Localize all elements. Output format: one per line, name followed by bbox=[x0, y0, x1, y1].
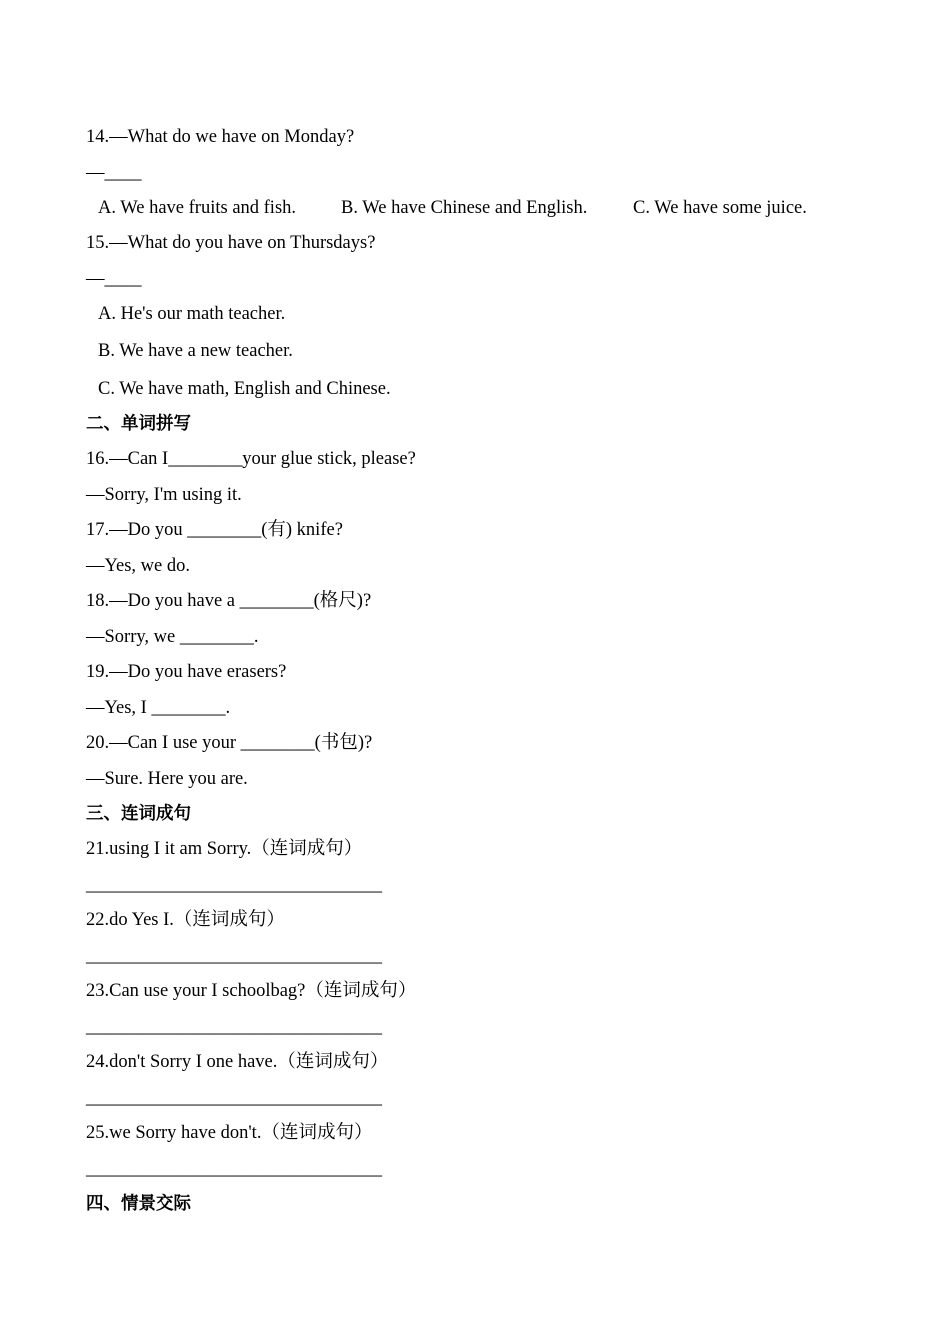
section-3-question-21: 21.using I it am Sorry.（连词成句） bbox=[86, 839, 363, 859]
section-2-line-9: 20.—Can I use your ________(书包)? bbox=[86, 733, 373, 753]
option-15-c: C. We have math, English and Chinese. bbox=[98, 379, 391, 399]
answer-blank-23: ________________________________ bbox=[86, 1017, 382, 1037]
answer-blank-22: ________________________________ bbox=[86, 946, 382, 966]
section-2-line-10: —Sure. Here you are. bbox=[86, 769, 248, 789]
section-2-line-2: —Sorry, I'm using it. bbox=[86, 485, 242, 505]
section-2-line-5: 18.—Do you have a ________(格尺)? bbox=[86, 591, 372, 611]
section-2-line-3: 17.—Do you ________(有) knife? bbox=[86, 520, 343, 540]
section-2-line-4: —Yes, we do. bbox=[86, 556, 190, 576]
question-14: 14.—What do we have on Monday? bbox=[86, 127, 355, 147]
section-3-question-23: 23.Can use your I schoolbag?（连词成句） bbox=[86, 981, 417, 1001]
answer-blank-21: ________________________________ bbox=[86, 875, 382, 895]
section-2-line-1: 16.—Can I________your glue stick, please? bbox=[86, 449, 416, 469]
section-2-line-6: —Sorry, we ________. bbox=[86, 627, 259, 647]
option-15-b: B. We have a new teacher. bbox=[98, 341, 293, 361]
answer-line-14: —____ bbox=[86, 163, 142, 183]
answer-line-15: —____ bbox=[86, 269, 142, 289]
section-2-line-7: 19.—Do you have erasers? bbox=[86, 662, 287, 682]
section-3-question-25: 25.we Sorry have don't.（连词成句） bbox=[86, 1123, 373, 1143]
section-3-heading: 三、连词成句 bbox=[86, 804, 191, 824]
option-14-b: B. We have Chinese and English. bbox=[341, 198, 588, 218]
section-3-question-22: 22.do Yes I.（连词成句） bbox=[86, 910, 285, 930]
answer-blank-25: ________________________________ bbox=[86, 1159, 382, 1179]
option-14-a: A. We have fruits and fish. bbox=[98, 198, 297, 218]
section-4-heading: 四、情景交际 bbox=[86, 1194, 191, 1214]
option-15-a: A. He's our math teacher. bbox=[98, 304, 286, 324]
answer-blank-24: ________________________________ bbox=[86, 1088, 382, 1108]
section-2-line-8: —Yes, I ________. bbox=[86, 698, 231, 718]
section-2-heading: 二、单词拼写 bbox=[86, 414, 191, 434]
section-3-question-24: 24.don't Sorry I one have.（连词成句） bbox=[86, 1052, 389, 1072]
question-15: 15.—What do you have on Thursdays? bbox=[86, 233, 376, 253]
option-14-c: C. We have some juice. bbox=[633, 198, 807, 218]
